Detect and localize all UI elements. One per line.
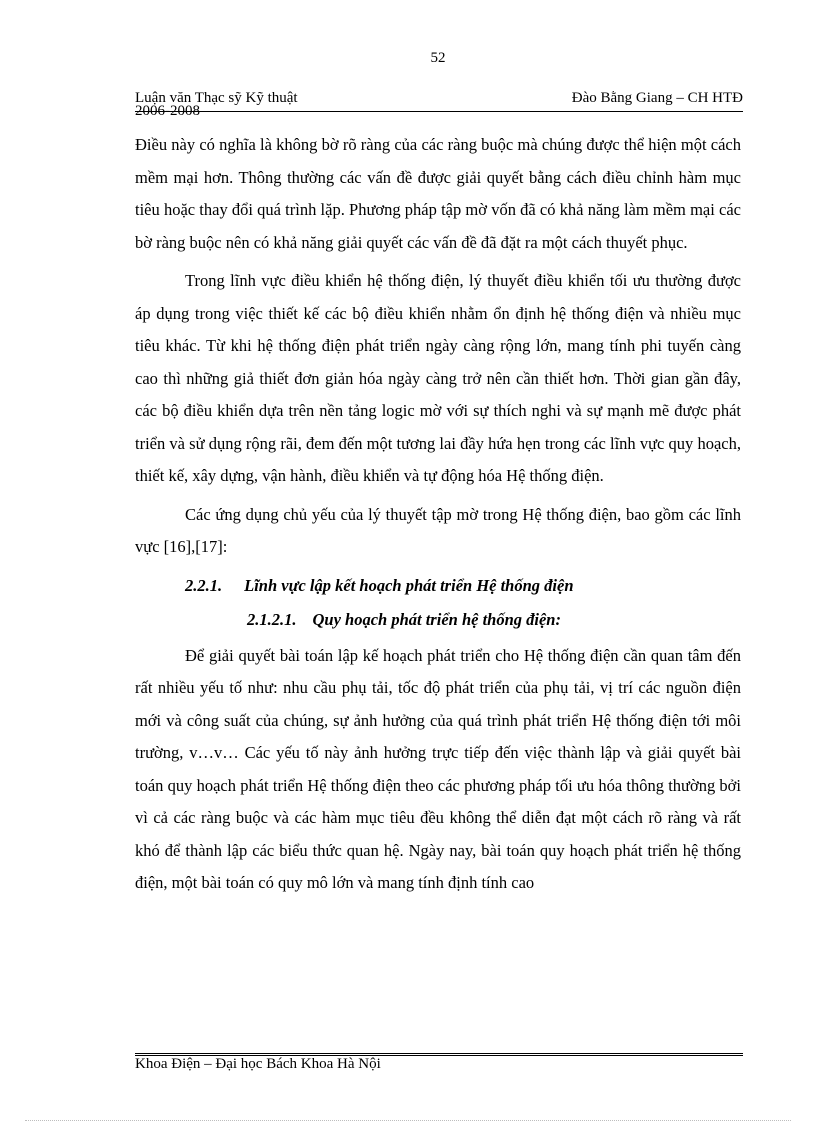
section-number: 2.2.1.	[185, 575, 223, 595]
paragraph-3: Các ứng dụng chủ yếu của lý thuyết tập mờ trong Hệ thống điện, bao gồm các lĩnh vực [16],[17]:	[135, 504, 741, 556]
page-edge-dotted-line	[25, 1120, 791, 1121]
page-number: 52	[430, 50, 446, 66]
subsection-number: 2.1.2.1.	[247, 609, 297, 629]
page-footer: Khoa Điện – Đại học Bách Khoa Hà Nội	[135, 1056, 381, 1072]
subsection-title: Quy hoạch phát triển hệ thống điện:	[312, 609, 561, 629]
header-divider	[135, 111, 743, 112]
subsection-heading	[135, 604, 741, 636]
page-header	[135, 90, 743, 120]
header-thesis-title: Luận văn Thạc sỹ Kỹ thuật	[135, 90, 298, 106]
header-years: 2006-2008	[135, 103, 200, 119]
header-author: Đào Bằng Giang – CH HTĐ	[571, 90, 743, 106]
document-body	[135, 129, 741, 900]
section-heading	[135, 570, 741, 602]
paragraph-2: Trong lĩnh vực điều khiển hệ thống điện, lý thuyết điều khiển tối ưu thường được áp dụng trong việc thiết kế các bộ điều khiển nhằm ổn định hệ thống điện và nhiều mục tiêu khác. Từ khi hệ thống điện phát triển ngày càng rộng lớn, mang tính phi tuyến càng cao thì những giả thiết đơn giản hóa ngày càng trở nên cần thiết hơn. Thời gian gần đây, các bộ điều khiển dựa trên nền tảng logic mờ với sự thích nghi và sự mạnh mẽ được phát triển và sử dụng rộng rãi, đem đến một tương lai đầy hứa hẹn trong các lĩnh vực quy hoạch, thiết kế, xây dựng, vận hành, điều khiển và tự động hóa Hệ thống điện.	[135, 271, 741, 485]
paragraph-1: Điều này có nghĩa là không bờ rõ ràng của các ràng buộc mà chúng được thể hiện một cách mềm mại hơn. Thông thường các vấn đề được giải quyết bằng cách điều chỉnh hàm mục tiêu hoặc thay đổi quá trình lặp. Phương pháp tập mờ vốn đã có khả năng làm mềm mại các bờ ràng buộc nên có khả năng giải quyết các vấn đề đã đặt ra một cách thuyết phục.	[135, 135, 741, 252]
paragraph-4: Để giải quyết bài toán lập kế hoạch phát triển cho Hệ thống điện cần quan tâm đến rất nhiều yếu tố như: nhu cầu phụ tải, tốc độ phát triển của phụ tải, vị trí các nguồn điện mới và công suất của chúng, sự ảnh hưởng của quá trình phát triển Hệ thống điện tới môi trường, v…v… Các yếu tố này ảnh hưởng trực tiếp đến việc thành lập và giải quyết bài toán quy hoạch phát triển Hệ thống điện theo các phương pháp tối ưu hóa thông thường bởi vì cả các ràng buộc và các hàm mục tiêu đều không thể diễn đạt một cách rõ ràng và rất khó để thành lập các biểu thức quan hệ. Ngày nay, bài toán quy hoạch phát triển hệ thống điện, một bài toán có quy mô lớn và mang tính định tính cao	[135, 645, 741, 892]
section-title: Lĩnh vực lập kết hoạch phát triển Hệ thống điện	[244, 575, 574, 595]
